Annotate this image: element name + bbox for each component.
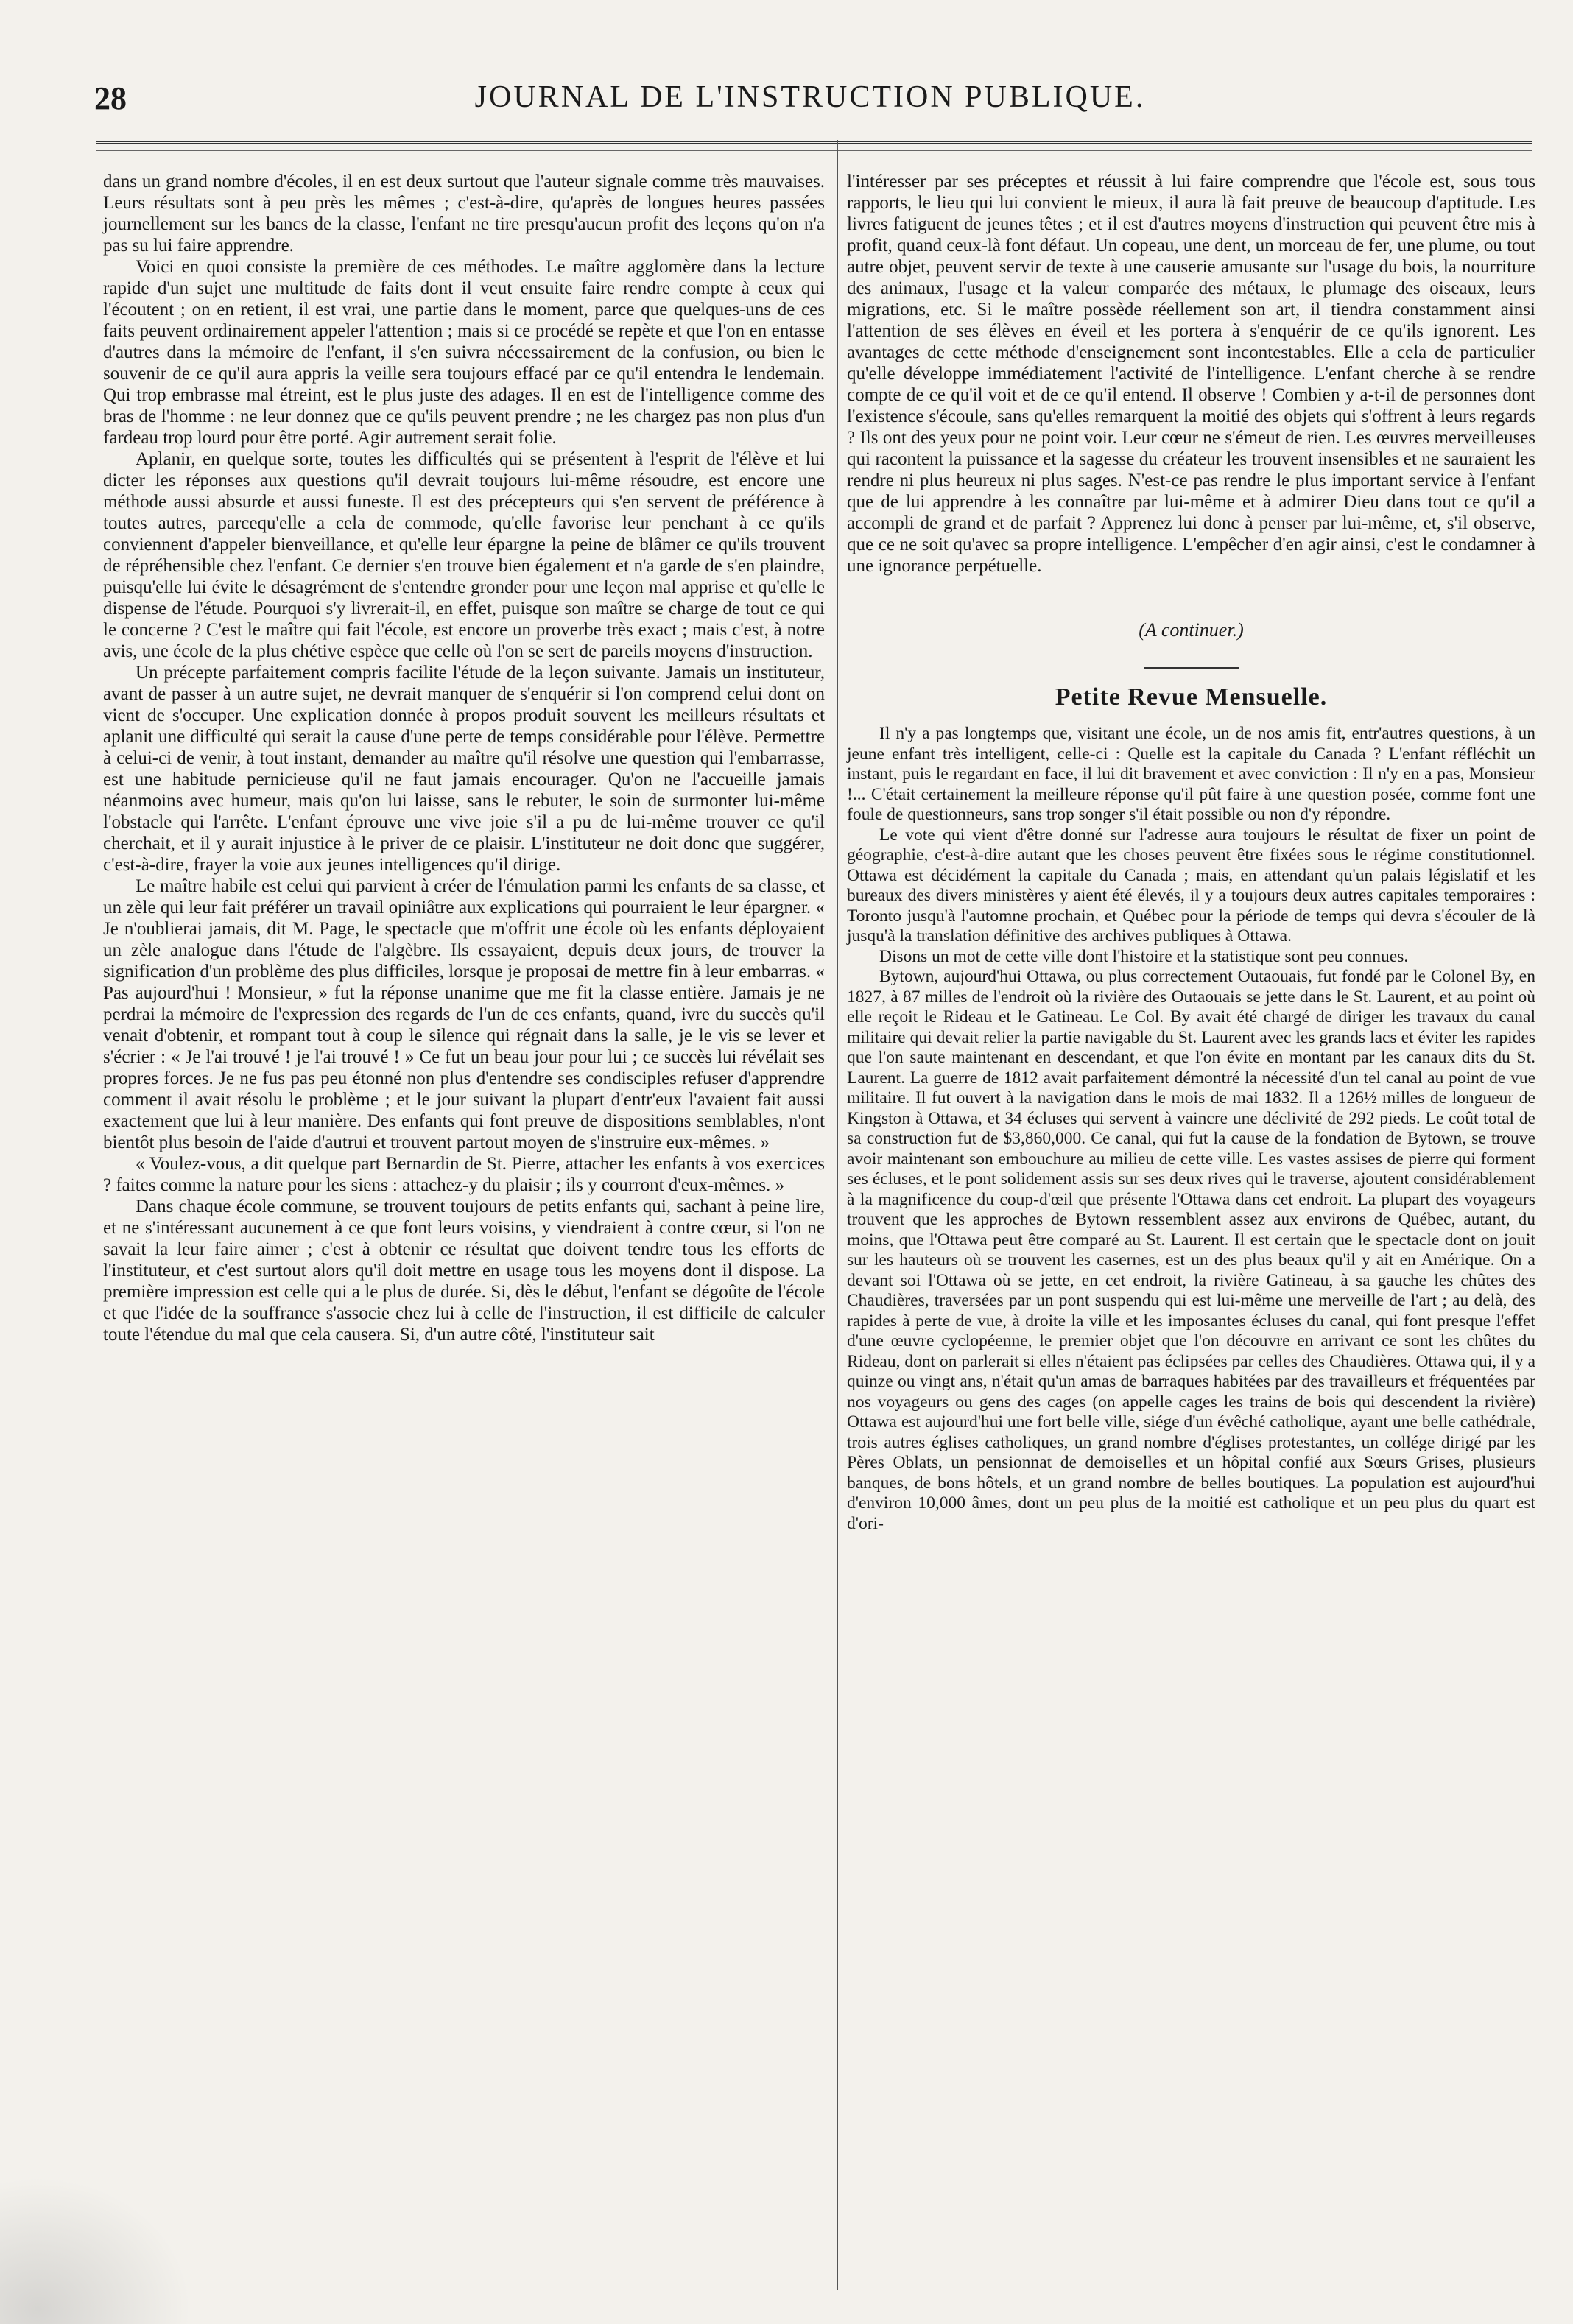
review-paragraph: Disons un mot de cette ville dont l'histoire et la statistique sont peu connues. <box>879 946 1409 966</box>
article-paragraph: Un précepte parfaitement compris facilite l'étude de la leçon suivante. Jamais un instituteur, avant de passer à un autre sujet, ne devrait manquer de s'enquérir si l'on comprend celui dont on vient de s'occuper. Une explication donnée à propos produit souvent les meilleurs résultats et aplanit une difficulté qui serait la cause d'une perte de temps considérable pour l'élève. Permettre à celui-ci de venir, à tout instant, demander au maître qu'il résolve une question qui l'embarrasse, est une habitude pernicieuse qu'il ne faut jamais encourager. Qu'on ne l'accueille jamais néanmoins avec humeur, mais qu'on lui laisse, sans le rebuter, le soin de surmonter lui-même l'obstacle qui l'arrête. L'enfant éprouve une vive joie s'il a pu de lui-même trouver ce qu'il cherchait, et il y aurait injustice à le priver de ce plaisir. L'instituteur ne doit donc que suggérer, c'est-à-dire, frayer la voie aux jeunes intelligences qu'il dirige. <box>103 663 825 875</box>
article-paragraph: dans un grand nombre d'écoles, il en est deux surtout que l'auteur signale comme très mauvaises. Leurs résultats sont à peu près les mêmes ; c'est-à-dire, qu'après de longues heures passées journellement sur les bancs de la classe, l'enfant ne tire presqu'aucun profit des leçons qu'on n'a pas su lui faire apprendre. <box>103 172 825 256</box>
continued-note: (A continuer.) <box>1139 619 1244 641</box>
section-rule <box>1144 667 1239 669</box>
article-paragraph: Aplanir, en quelque sorte, toutes les difficultés qui se présentent à l'esprit de l'élève et lui dicter les réponses aux questions qu'il devrait toujours lui-même résoudre, est encore une méthode aussi absurde et aussi funeste. Il est des précepteurs qui s'en servent de préférence à toutes autres, parcequ'elle a cela de commode, qu'elle favorise leur penchant à ce qu'ils conviennent d'appeler bienveillance, et qu'elle leur épargne la peine de blâmer ce qu'ils trouvent de répréhensible chez l'enfant. Ce dernier s'en trouve bien également et n'a garde de s'en plaindre, puisqu'elle lui évite le désagrément de s'entendre gronder pour une leçon mal apprise et qu'elle le dispense de l'étude. Pourquoi s'y livrerait-il, en effet, puisque son maître se charge de tout ce qui le concerne ? C'est le maître qui fait l'école, est encore un proverbe très exact ; mais c'est, à notre avis, une école de la plus chétive espèce que celle où l'on se sert de pareils moyens d'instruction. <box>103 449 825 661</box>
review-paragraph: Il n'y a pas longtemps que, visitant une école, un de nos amis fit, entr'autres questions, à un jeune enfant très intelligent, celle-ci : Quelle est la capitale du Canada ? L'enfant réfléchit un instant, puis le regardant en face, il lui dit bravement et avec conviction : Il n'y en a pas, Monsieur !... C'était certainement la meilleure réponse qu'il pût faire à une question posée, comme font une foule de questionneurs, sans trop songer s'il était possible ou non d'y répondre. <box>847 724 1535 824</box>
header-rule <box>96 141 1532 144</box>
section-title: Petite Revue Mensuelle. <box>1055 683 1328 711</box>
page-header <box>88 72 1532 124</box>
article-paragraph: « Voulez-vous, a dit quelque part Bernardin de St. Pierre, attacher les enfants à vos exercices ? faites comme la nature pour les siens : attachez-y du plaisir ; ils y courront d'eux-mêmes. » <box>103 1154 825 1195</box>
article-paragraph: Dans chaque école commune, se trouvent toujours de petits enfants qui, sachant à peine lire, et ne s'intéressant aucunement à ce que font leurs voisins, y viendraient à contre cœur, si l'on ne savait la leur faire aimer ; c'est à obtenir ce résultat que doivent tendre tous les efforts de l'instituteur, et c'est surtout alors qu'il doit mettre en usage tous les moyens dont il dispose. La première impression est celle qui a le plus de durée. Si, dès le début, l'enfant se dégoûte de l'école et que l'idée de la souffrance s'associe chez lui à celle de l'instruction, il est difficile de calculer toute l'étendue du mal que cela causera. Si, d'un autre côté, l'instituteur sait <box>103 1197 825 1345</box>
header-rule-thin <box>96 150 1532 151</box>
paper-stain <box>0 2177 191 2324</box>
article-paragraph: Le maître habile est celui qui parvient à créer de l'émulation parmi les enfants de sa classe, et un zèle qui leur fait préférer un travail opiniâtre aux explications qui pourraient le leur épargner. « Je n'oublierai jamais, dit M. Page, le spectacle que m'offrit une école où les enfants déployaient un zèle analogue dans l'étude de l'algèbre. Ils essayaient, depuis deux jours, de trouver la signification d'un problème des plus difficiles, lorsque je proposai de mettre fin à leur embarras. « Pas aujourd'hui ! Monsieur, » fut la réponse unanime que me fit la classe entière. Jamais je ne perdrai la mémoire de l'expression des regards de l'un de ces enfants, quand, ivre du succès qu'il venait d'obtenir, et rompant tout à coup le silence qui régnait dans la salle, je le vis se lever et s'écrier : « Je l'ai trouvé ! je l'ai trouvé ! » Ce fut un beau jour pour lui ; ce succès lui révélait ses propres forces. Je ne fus pas peu étonné non plus d'entendre ses condisciples refuser d'apprendre comment il avait résolu le problème ; et le jour suivant la plupart d'entr'eux l'avaient fait aussi exactement que lui à leur manière. Des enfants qui font preuve de dispositions semblables, n'ont bientôt plus besoin de l'aide d'autrui et trouvent partout moyen de s'instruire eux-mêmes. » <box>103 876 825 1152</box>
review-paragraph: Bytown, aujourd'hui Ottawa, ou plus correctement Outaouais, fut fondé par le Colonel By, en 1827, à 87 milles de l'endroit où la rivière des Outaouais se jette dans le St. Laurent, et au point où elle reçoit le Rideau et le Gatineau. Le Col. By avait été chargé de diriger les travaux du canal militaire qui devait relier la partie navigable du St. Laurent avec les grands lacs et éviter les rapides que l'on saute maintenant en descendant, et que l'on évite en montant par les canaux dits du St. Laurent. La guerre de 1812 avait parfaitement démontré la nécessité d'un tel canal au point de vue militaire. Il fut ouvert à la navigation dans le mois de mai 1832. Il a 126½ milles de longueur de Kingston à Ottawa, et 34 écluses qui servent à vaincre une déclivité de 292 pieds. Le coût total de sa construction fut de $3,860,000. Ce canal, qui fut la cause de la fondation de Bytown, se trouve avoir maintenant son embouchure au milieu de cette ville. Les vastes assises de pierre qui forment ses écluses, et le pont solidement assis sur ses deux rives qui le traverse, ajoutent considérablement à la magnificence du coup-d'œil que présente l'Ottawa dans cet endroit. La plupart des voyageurs trouvent que les approches de Bytown ressemblent assez aux environs de Québec, autant, du moins, que l'Ottawa peut être comparé au St. Laurent. Il est certain que le spectacle dont on jouit sur les hauteurs où se trouvent les casernes, est un des plus beaux qu'il y ait en Amérique. On a devant soi l'Ottawa où se jette, en cet endroit, la rivière Gatineau, à sa gauche les chûtes des Chaudières, traversées par un pont suspendu qui est lui-même une merveille de l'art ; au delà, des rapides à perte de vue, à droite la ville et les imposantes écluses du canal, qui font presque l'effet d'une œuvre cyclopéenne, le premier objet que l'on découvre en arrivant ce sont les chûtes du Rideau, dont on parlerait si elles n'étaient pas éclipsées par celles des Chaudières. Ottawa qui, il y a quinze ou vingt ans, n'était qu'un amas de barraques habitées par des travailleurs et fréquentées par nos voyageurs ou gens des cages (on appelle cages les trains de bois qui descendent la rivière) Ottawa est aujourd'hui une fort belle ville, siége d'un évêché catholique, ayant une belle cathédrale, trois autres églises catholiques, un grand nombre d'églises protestantes, un collége dirigé par les Pères Oblats, un pensionnat de demoiselles et un hôpital confié aux Sœurs Grises, plusieurs banques, de bons hôtels, et un grand nombre de belles boutiques. La population est aujourd'hui d'environ 10,000 âmes, dont un peu plus de la moitié est catholique et un peu plus du quart est d'ori- <box>847 967 1535 1533</box>
column-divider <box>837 140 838 2290</box>
left-column <box>103 171 825 1345</box>
right-column <box>847 171 1535 1534</box>
review-paragraph: Le vote qui vient d'être donné sur l'adresse aura toujours le résultat de fixer un point de géographie, c'est-à-dire autant que les choses peuvent être fixées sous le régime constitutionnel. Ottawa est décidément la capitale du Canada ; mais, en attendant qu'un palais législatif et les bureaux des divers ministères y aient été élevés, il y a toujours deux autres capitales temporaires : Toronto jusqu'à l'automne prochain, et Québec pour la période de temps qui devra s'écouler de là jusqu'à la translation définitive des archives publiques à Ottawa. <box>847 825 1535 946</box>
page-number: 28 <box>94 80 127 116</box>
article-paragraph: Voici en quoi consiste la première de ces méthodes. Le maître agglomère dans la lecture rapide d'un sujet une multitude de faits dont il veut ensuite faire rendre compte à ceux qui l'écoutent ; on en retient, il est vrai, une partie dans le moment, parce que quelques-uns de ces faits peuvent ordinairement appeler l'attention ; mais si ce procédé se repète et que l'on en entasse d'autres dans la mémoire de l'enfant, il s'en suivra nécessairement de la confusion, ou bien le souvenir de ce qu'il aura appris la veille sera toujours effacé par ce qu'il entendra le lendemain. Qui trop embrasse mal étreint, est le plus juste des adages. Il en est de l'intelligence comme des bras de l'homme : ne leur donnez que ce qu'ils peuvent prendre ; ne les chargez pas non plus d'un fardeau trop lourd pour être porté. Agir autrement serait folie. <box>103 257 825 448</box>
journal-title: JOURNAL DE L'INSTRUCTION PUBLIQUE. <box>474 80 1146 114</box>
article-paragraph: l'intéresser par ses préceptes et réussit à lui faire comprendre que l'école est, sous tous rapports, le lieu qui lui convient le mieux, il aura là fait preuve de beaucoup d'aptitude. Les livres fatiguent de jeunes têtes ; et il est d'autres moyens d'instruction qui peuvent être mis à profit, quand ceux-là font défaut. Un copeau, une dent, un morceau de fer, une plume, ou tout autre objet, peuvent servir de texte à une causerie amusante sur l'usage du bois, la nourriture des animaux, l'usage et la valeur comparée des métaux, le plumage des oiseaux, leurs migrations, etc. Si le maître possède réellement son art, il tiendra constamment ainsi l'attention de ses élèves en éveil et les portera à s'enquérir de ce qu'ils ignorent. Les avantages de cette méthode d'enseignement sont incontestables. Elle a cela de particulier qu'elle développe immédiatement l'activité de l'intelligence. L'enfant cherche à se rendre compte de ce qu'il voit et de ce qu'il entend. Il observe ! Combien y a-t-il de personnes dont l'existence s'écoule, sans qu'elles remarquent la moitié des objets qui s'offrent à leurs regards ? Ils ont des yeux pour ne point voir. Leur cœur ne s'émeut de rien. Les œuvres merveilleuses qui racontent la puissance et la sagesse du créateur les trouvent insensibles et ne sauraient les rendre ni plus heureux ni plus sages. N'est-ce pas rendre le plus important service à l'enfant que de lui apprendre à les connaître par lui-même et à admirer Dieu dans tout ce qu'il a accompli de grand et de parfait ? Apprenez lui donc à penser par lui-même, et, s'il observe, que ce ne soit qu'avec sa propre intelligence. L'empêcher d'en agir ainsi, c'est le condamner à une ignorance perpétuelle. <box>847 172 1535 576</box>
